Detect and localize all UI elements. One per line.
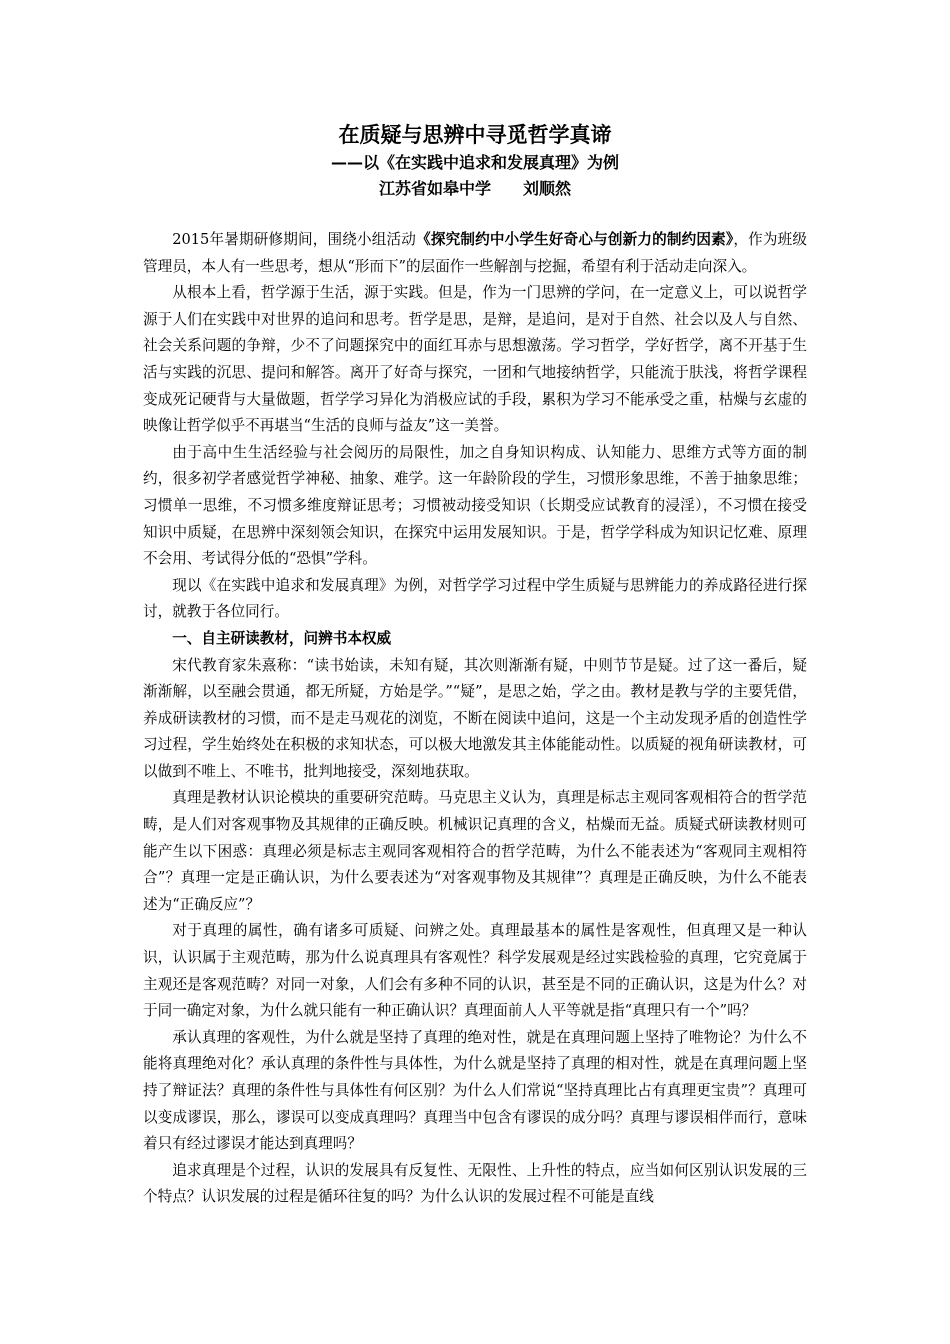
paragraph: 真理是教材认识论模块的重要研究范畴。马克思主义认为，真理是标志主观同客观相符合的哲学范畴，是人们对客观事物及其规律的正确反映。机械识记真理的含义，枯燥而无益。质疑式研读教材则可能产生以下困惑：真理必须是标志主观同客观相符合的哲学范畴，为什么不能表述为“客观同主观相符合”？真理一定是正确认识，为什么要表述为“对客观事物及其规律”？真理是正确反映，为什么不能表述为“正确反应”？ (143, 789, 807, 913)
document-body (143, 227, 807, 1327)
paragraph: 承认真理的客观性，为什么就是坚持了真理的绝对性，就是在真理问题上坚持了唯物论？为什么不能将真理绝对化？承认真理的条件性与具体性，为什么就是坚持了真理的相对性，就是在真理问题上坚持了辩证法？真理的条件性与具体性有何区别？为什么人们常说“坚持真理比占有真理更宝贵”？真理可以变成谬误，那么，谬误可以变成真理吗？真理当中包含有谬误的成分吗？真理与谬误相伴而行，意味着只有经过谬误才能达到真理吗？ (143, 1028, 807, 1153)
document-subtitle: ——以《在实践中追求和发展真理》为例 (330, 153, 619, 172)
paragraph-intro-lead: 2015年暑期研修期间，围绕小组活动 (172, 231, 417, 248)
activity-title: 《探究制约中小学生好奇心与创新力的制约因素》 (416, 231, 734, 248)
paragraph: 现以《在实践中追求和发展真理》为例，对哲学学习过程中学生质疑与思辨能力的养成路径进行探讨，就教于各位同行。 (143, 576, 807, 621)
paragraph: 对于真理的属性，确有诸多可质疑、问辨之处。真理最基本的属性是客观性，但真理又是一种认识，认识属于主观范畴，那为什么说真理具有客观性？科学发展观是经过实践检验的真理，它究竟属于主观还是客观范畴？对同一对象，人们会有多种不同的认识，甚至是不同的正确认识，这是为什么？对于同一确定对象，为什么就只能有一种正确认识？真理面前人人平等就是指“真理只有一个”吗？ (143, 922, 807, 1020)
document-title: 在质疑与思辨中寻觅哲学真谛 (338, 123, 612, 147)
paragraph-intro (143, 227, 807, 280)
section-heading: 一、自主研读教材，问辨书本权威 (172, 629, 392, 647)
paragraph: 宋代教育家朱熹称：“读书始读，未知有疑，其次则渐渐有疑，中则节节是疑。过了这一番后，疑渐渐解，以至融会贯通，都无所疑，方始是学。”“疑”，是思之始，学之由。教材是教与学的主要凭借，养成研读教材的习惯，而不是走马观花的浏览，不断在阅读中追问，这是一个主动发现矛盾的创造性学习过程，学生始终处在积极的求知状态，可以极大地激发其主体能能动性。以质疑的视角研读教材，可以做到不唯上、不唯书，批判地接受，深刻地获取。 (143, 656, 807, 780)
author-line: 江苏省如皋中学 刘顺然 (378, 179, 571, 198)
paragraph-intro-tail: ，作为班级管理员，本人有一些思考，想从“形而下”的层面作一些解剖与挖掘，希望有利于活动走向深入。 (143, 231, 807, 275)
paragraph: 从根本上看，哲学源于生活，源于实践。但是，作为一门思辨的学问，在一定意义上，可以说哲学源于人们在实践中对世界的追问和思考。哲学是思，是辩，是追问，是对于自然、社会以及人与自然、社会关系问题的争辩，少不了问题探究中的面红耳赤与思想激荡。学习哲学，学好哲学，离不开基于生活与实践的沉思、提问和解答。离开了好奇与探究，一团和气地接纳哲学，只能流于肤浅，将哲学课程变成死记硬背与大量做题，哲学学习异化为消极应试的手段，累积为学习不能承受之重，枯燥与玄虚的映像让哲学似乎不再堪当“生活的良师与益友”这一美誉。 (143, 284, 807, 435)
paragraph: 由于高中生生活经验与社会阅历的局限性，加之自身知识构成、认知能力、思维方式等方面的制约，很多初学者感觉哲学神秘、抽象、难学。这一年龄阶段的学生，习惯形象思维，不善于抽象思维；习惯单一思维，不习惯多维度辩证思考；习惯被动接受知识（长期受应试教育的浸淫），不习惯在接受知识中质疑，在思辨中深刻领会知识，在探究中运用发展知识。于是，哲学学科成为知识记忆难、原理不会用、考试得分低的“恐惧”学科。 (143, 443, 807, 568)
paragraph: 追求真理是个过程，认识的发展具有反复性、无限性、上升性的特点，应当如何区别认识发展的三个特点？认识发展的过程是循环往复的吗？为什么认识的发展过程不可能是直线 (143, 1161, 807, 1206)
